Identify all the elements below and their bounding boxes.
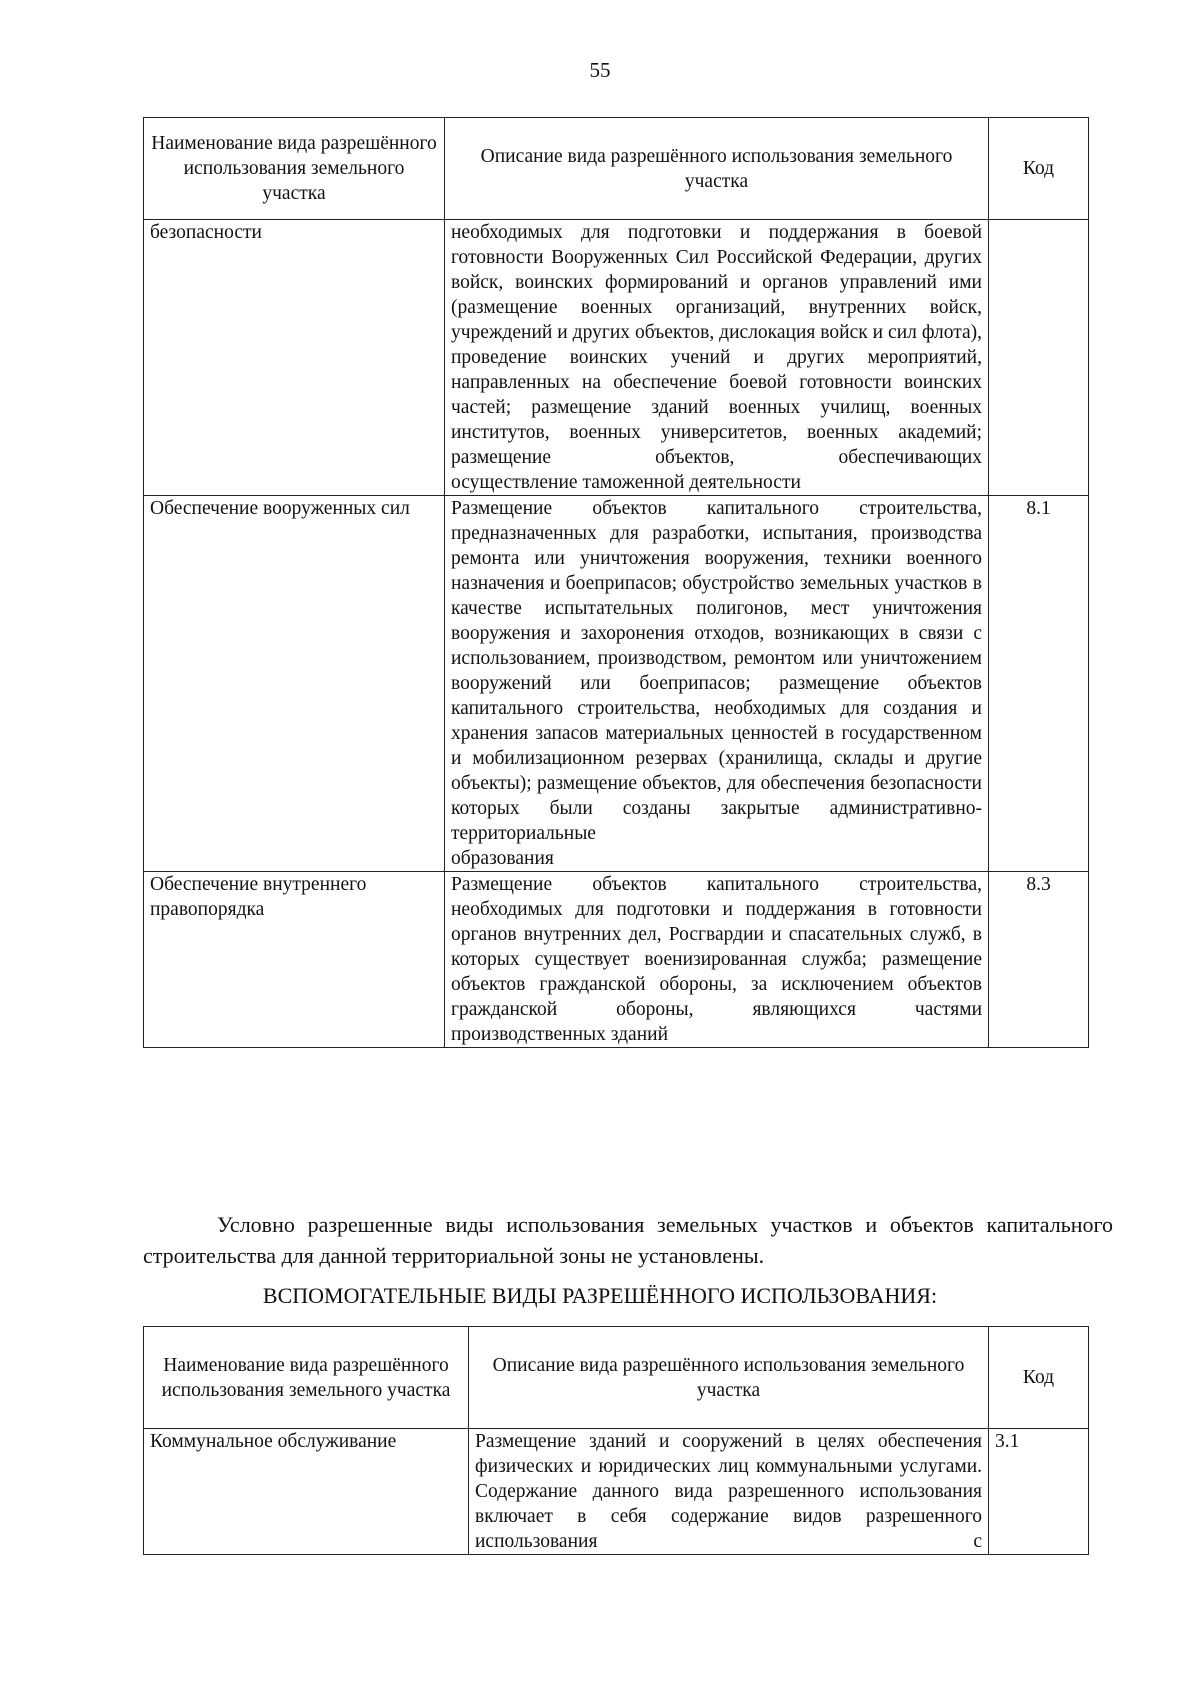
table-header-row: [144, 118, 1089, 220]
row-description-last-line: образования: [451, 848, 554, 869]
row-name: безопасности: [144, 220, 445, 496]
header-description: Описание вида разрешённого использования земельного участка: [469, 1327, 989, 1429]
row-code: 8.3: [989, 872, 1089, 1048]
row-code: 8.1: [989, 496, 1089, 872]
row-description-text: Размещение объектов капитального строительства, необходимых для подготовки и поддержания в готовности органов внутренних дел, Росгвардии и спасательных служб, в которых существует военизированная служба; размещение объектов гражданской обороны, за исключением объектов гражданской обороны, являющихся частями: [451, 874, 982, 1020]
header-code: Код: [989, 118, 1089, 220]
header-description: Описание вида разрешённого использования земельного участка: [445, 118, 989, 220]
row-description: Размещение зданий и сооружений в целях обеспечения физических и юридических лиц коммунальными услугами. Содержание данного вида разрешенного использования включает в себя содержание видов разрешенного использования с: [469, 1429, 989, 1555]
table-row: [144, 220, 1089, 496]
row-description-last-line: производственных зданий: [451, 1024, 669, 1045]
table-header-row: [144, 1327, 1089, 1429]
header-name: Наименование вида разрешённого использования земельного участка: [144, 118, 445, 220]
permitted-use-table-main: [143, 117, 1089, 1048]
row-code: [989, 220, 1089, 496]
row-name: Коммунальное обслуживание: [144, 1429, 469, 1555]
header-code: Код: [989, 1327, 1089, 1429]
conditional-use-paragraph: Условно разрешенные виды использования земельных участков и объектов капитального строительства для данной территориальной зоны не установлены.: [143, 1212, 1113, 1268]
row-description: [445, 220, 989, 496]
row-description-text: необходимых для подготовки и поддержания в боевой готовности Вооруженных Сил Российской Федерации, других войск, воинских формирований и органов управлений ими (размещение военных организаций, внутренних войск, учреждений и других объектов, дислокация войск и сил флота), проведение воинских учений и других мероприятий, направленных на обеспечение боевой готовности воинских частей; размещение зданий военных училищ, военных институтов, военных университетов, военных академий; размещение объектов, обеспечивающих: [451, 222, 982, 468]
row-description: [445, 496, 989, 872]
table-row: [144, 872, 1089, 1048]
row-name: Обеспечение внутреннего правопорядка: [144, 872, 445, 1048]
row-name: Обеспечение вооруженных сил: [144, 496, 445, 872]
section-heading: ВСПОМОГАТЕЛЬНЫЕ ВИДЫ РАЗРЕШЁННОГО ИСПОЛЬЗОВАНИЯ:: [262, 1283, 938, 1308]
table-row: [144, 1429, 1089, 1555]
row-description-text: Размещение объектов капитального строительства, предназначенных для разработки, испытания, производства ремонта или уничтожения вооружения, техники военного назначения и боеприпасов; обустройство земельных участков в качестве испытательных полигонов, мест уничтожения вооружения и захоронения отходов, возникающих в связи с использованием, производством, ремонтом или уничтожением вооружений или боеприпасов; размещение объектов капитального строительства, необходимых для создания и хранения запасов материальных ценностей в государственном и мобилизационном резервах (хранилища, склады и другие объекты); размещение объектов, для обеспечения безопасности которых были созданы закрытые административно-территориальные: [451, 498, 982, 844]
auxiliary-use-table: [143, 1326, 1089, 1555]
row-description: [445, 872, 989, 1048]
row-description-last-line: осуществление таможенной деятельности: [451, 472, 801, 493]
header-name: Наименование вида разрешённого использования земельного участка: [144, 1327, 469, 1429]
table-row: [144, 496, 1089, 872]
page-number: 55: [589, 58, 611, 82]
row-code: 3.1: [989, 1429, 1089, 1555]
